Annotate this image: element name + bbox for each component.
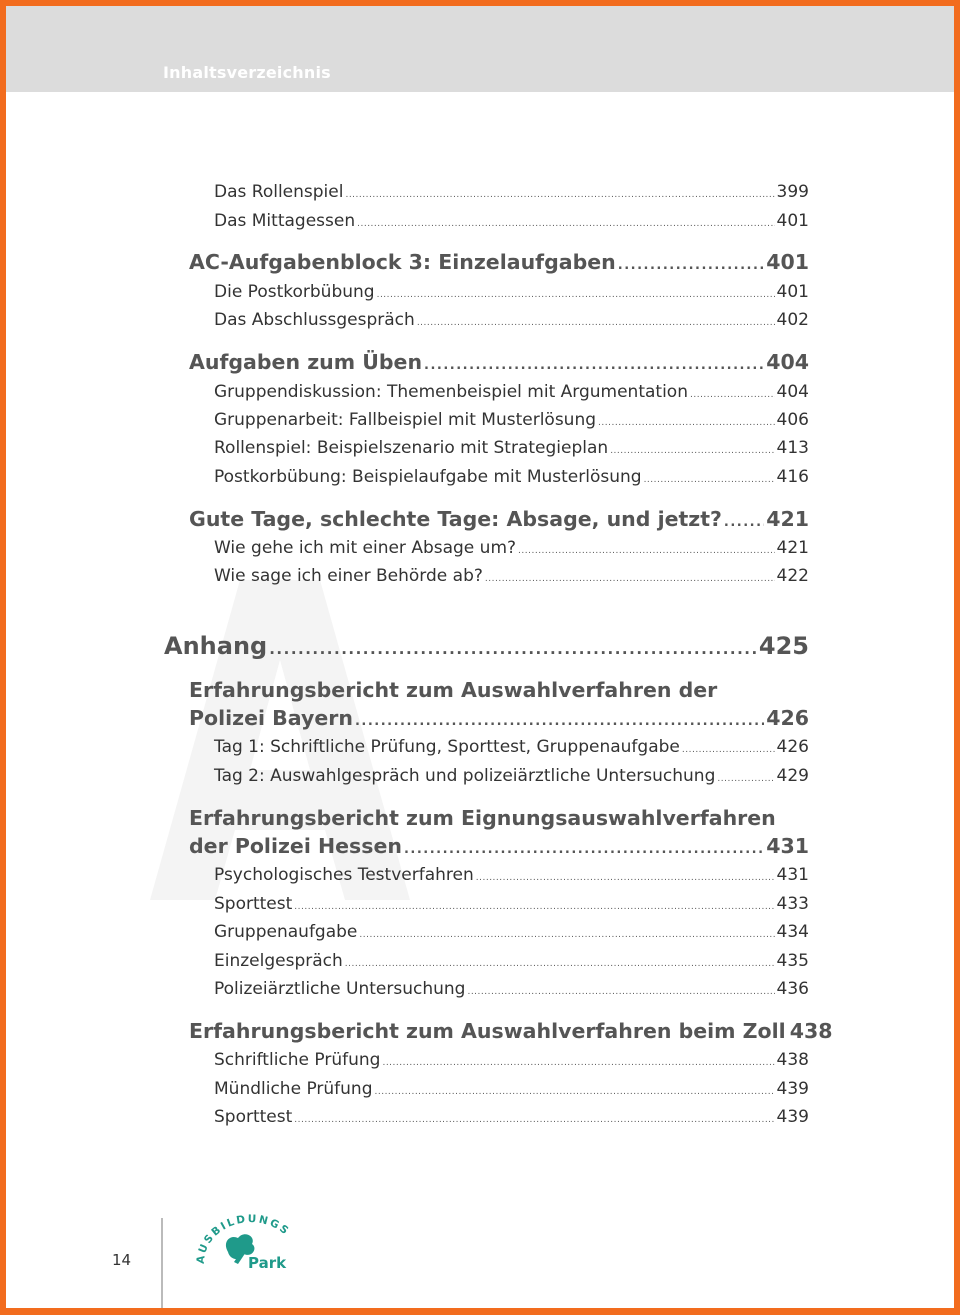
toc-section-page: 426 xyxy=(766,706,809,730)
toc-entry[interactable] xyxy=(214,566,809,588)
leader-dots xyxy=(404,842,764,857)
toc-entry-page: 429 xyxy=(776,766,809,786)
toc-entry-page: 426 xyxy=(776,737,809,757)
toc-entry-title: Sporttest xyxy=(214,894,293,914)
toc-entry-page: 416 xyxy=(776,467,809,487)
leader-dots xyxy=(476,873,775,883)
toc-section[interactable] xyxy=(189,507,809,531)
toc-entry-title: Polizeiärztliche Untersuchung xyxy=(214,979,466,999)
leader-dots xyxy=(424,358,764,373)
leader-dots xyxy=(374,1087,774,1097)
toc-entry-title: Wie gehe ich mit einer Absage um? xyxy=(214,538,517,558)
toc-section[interactable] xyxy=(189,706,809,730)
toc-entry[interactable] xyxy=(214,310,809,332)
toc-entry-page: 399 xyxy=(776,182,809,202)
toc-entry-page: 406 xyxy=(776,410,809,430)
leader-dots xyxy=(717,774,774,784)
toc-entry-page: 421 xyxy=(776,538,809,558)
toc-section-title-line1: Erfahrungsbericht zum Auswahlverfahren der xyxy=(189,678,718,702)
toc-entry[interactable] xyxy=(214,1050,809,1072)
toc-entry[interactable] xyxy=(214,467,809,489)
leader-dots xyxy=(467,987,774,997)
toc-entry-title: Postkorbübung: Beispielaufgabe mit Musterlösung xyxy=(214,467,642,487)
toc-entry-title: Tag 1: Schriftliche Prüfung, Sporttest, Gruppenaufgabe xyxy=(214,737,680,757)
toc-entry-page: 401 xyxy=(776,211,809,231)
toc-section-title: Erfahrungsbericht zum Auswahlverfahren beim Zoll xyxy=(189,1019,786,1043)
toc-entry-page: 434 xyxy=(776,922,809,942)
leader-dots xyxy=(269,640,757,658)
toc-entry-page: 422 xyxy=(776,566,809,586)
toc-entry[interactable] xyxy=(214,1079,809,1101)
leader-dots xyxy=(382,1058,774,1068)
toc-entry-page: 404 xyxy=(776,382,809,402)
toc-entry-page: 431 xyxy=(776,865,809,885)
toc-section-title: Gute Tage, schlechte Tage: Absage, und jetzt? xyxy=(189,507,722,531)
leader-dots xyxy=(377,290,775,300)
toc-entry-title: Das Abschlussgespräch xyxy=(214,310,415,330)
toc-section-page: 431 xyxy=(766,834,809,858)
toc-section-title-line1: Erfahrungsbericht zum Eignungsauswahlverfahren xyxy=(189,806,776,830)
toc-entry-page: 439 xyxy=(776,1079,809,1099)
toc-entry-title: Einzelgespräch xyxy=(214,951,343,971)
toc-section-title: AC-Aufgabenblock 3: Einzelaufgaben xyxy=(189,250,616,274)
toc-entry[interactable] xyxy=(214,1107,809,1129)
toc-entry-page: 401 xyxy=(776,282,809,302)
toc-entry[interactable] xyxy=(214,737,809,759)
toc-entry[interactable] xyxy=(214,282,809,304)
toc-entry-page: 439 xyxy=(776,1107,809,1127)
toc-section-title: Polizei Bayern xyxy=(189,706,353,730)
leader-dots xyxy=(690,390,775,400)
leader-dots xyxy=(417,318,775,328)
toc-section-page: 404 xyxy=(766,350,809,374)
toc-entry-page: 402 xyxy=(776,310,809,330)
toc-entry[interactable] xyxy=(214,382,809,404)
toc-entry-title: Tag 2: Auswahlgespräch und polizeiärztliche Untersuchung xyxy=(214,766,716,786)
leader-dots xyxy=(724,515,764,530)
toc-entry[interactable] xyxy=(214,922,809,944)
toc-entry-title: Gruppenarbeit: Fallbeispiel mit Musterlösung xyxy=(214,410,597,430)
toc-entry-title: Das Mittagessen xyxy=(214,211,356,231)
header-title: Inhaltsverzeichnis xyxy=(163,63,331,82)
toc-entry[interactable] xyxy=(214,538,809,560)
toc-entry[interactable] xyxy=(214,211,809,233)
toc-entry-page: 436 xyxy=(776,979,809,999)
toc-section[interactable] xyxy=(189,250,809,274)
toc-section-title: der Polizei Hessen xyxy=(189,834,402,858)
toc-entry[interactable] xyxy=(214,865,809,887)
toc-section-page: 421 xyxy=(766,507,809,531)
leader-dots xyxy=(345,959,775,969)
toc-entry[interactable] xyxy=(214,979,809,1001)
toc-section[interactable] xyxy=(189,834,809,858)
toc-entry-title: Sporttest xyxy=(214,1107,293,1127)
toc-section[interactable] xyxy=(189,350,809,374)
toc-section-title: Aufgaben zum Üben xyxy=(189,350,423,374)
svg-text:AUSBILDUNGS: AUSBILDUNGS xyxy=(194,1212,293,1265)
leader-dots xyxy=(294,1115,774,1125)
toc-entry[interactable] xyxy=(214,438,809,460)
toc-entry-title: Das Rollenspiel xyxy=(214,182,344,202)
toc-entry[interactable] xyxy=(214,410,809,432)
leader-dots xyxy=(618,258,764,273)
toc-chapter-title: Anhang xyxy=(164,632,268,660)
leader-dots xyxy=(610,446,774,456)
toc-entry[interactable] xyxy=(214,766,809,788)
toc-entry[interactable] xyxy=(214,182,809,204)
toc-entry-title: Die Postkorbübung xyxy=(214,282,375,302)
toc-entry-title: Schriftliche Prüfung xyxy=(214,1050,381,1070)
toc-entry-title: Psychologisches Testverfahren xyxy=(214,865,474,885)
toc-entry-title: Gruppenaufgabe xyxy=(214,922,358,942)
toc-section-page: 438 xyxy=(789,1019,833,1043)
toc-entry-title: Wie sage ich einer Behörde ab? xyxy=(214,566,483,586)
leader-dots xyxy=(644,475,775,485)
leader-dots xyxy=(345,190,774,200)
leader-dots xyxy=(598,418,775,428)
leader-dots xyxy=(359,930,774,940)
toc-section-page: 401 xyxy=(766,250,809,274)
leader-dots xyxy=(518,546,775,556)
toc-entry-title: Mündliche Prüfung xyxy=(214,1079,373,1099)
toc-chapter[interactable] xyxy=(164,632,809,660)
leader-dots xyxy=(294,902,774,912)
toc-entry-page: 433 xyxy=(776,894,809,914)
leader-dots xyxy=(682,745,775,755)
toc-entry[interactable] xyxy=(214,951,809,973)
leader-dots xyxy=(355,714,764,729)
toc-entry-title: Gruppendiskussion: Themenbeispiel mit Argumentation xyxy=(214,382,688,402)
toc-chapter-page: 425 xyxy=(758,632,809,660)
toc-entry-page: 438 xyxy=(776,1050,809,1070)
toc-entry-page: 435 xyxy=(776,951,809,971)
leader-dots xyxy=(357,219,774,229)
toc-section[interactable] xyxy=(189,1019,833,1043)
svg-text:Park: Park xyxy=(248,1254,287,1272)
toc-entry-title: Rollenspiel: Beispielszenario mit Strategieplan xyxy=(214,438,609,458)
toc-entry[interactable] xyxy=(214,894,809,916)
page-number: 14 xyxy=(112,1251,132,1269)
toc-entry-page: 413 xyxy=(776,438,809,458)
leader-dots xyxy=(485,574,775,584)
